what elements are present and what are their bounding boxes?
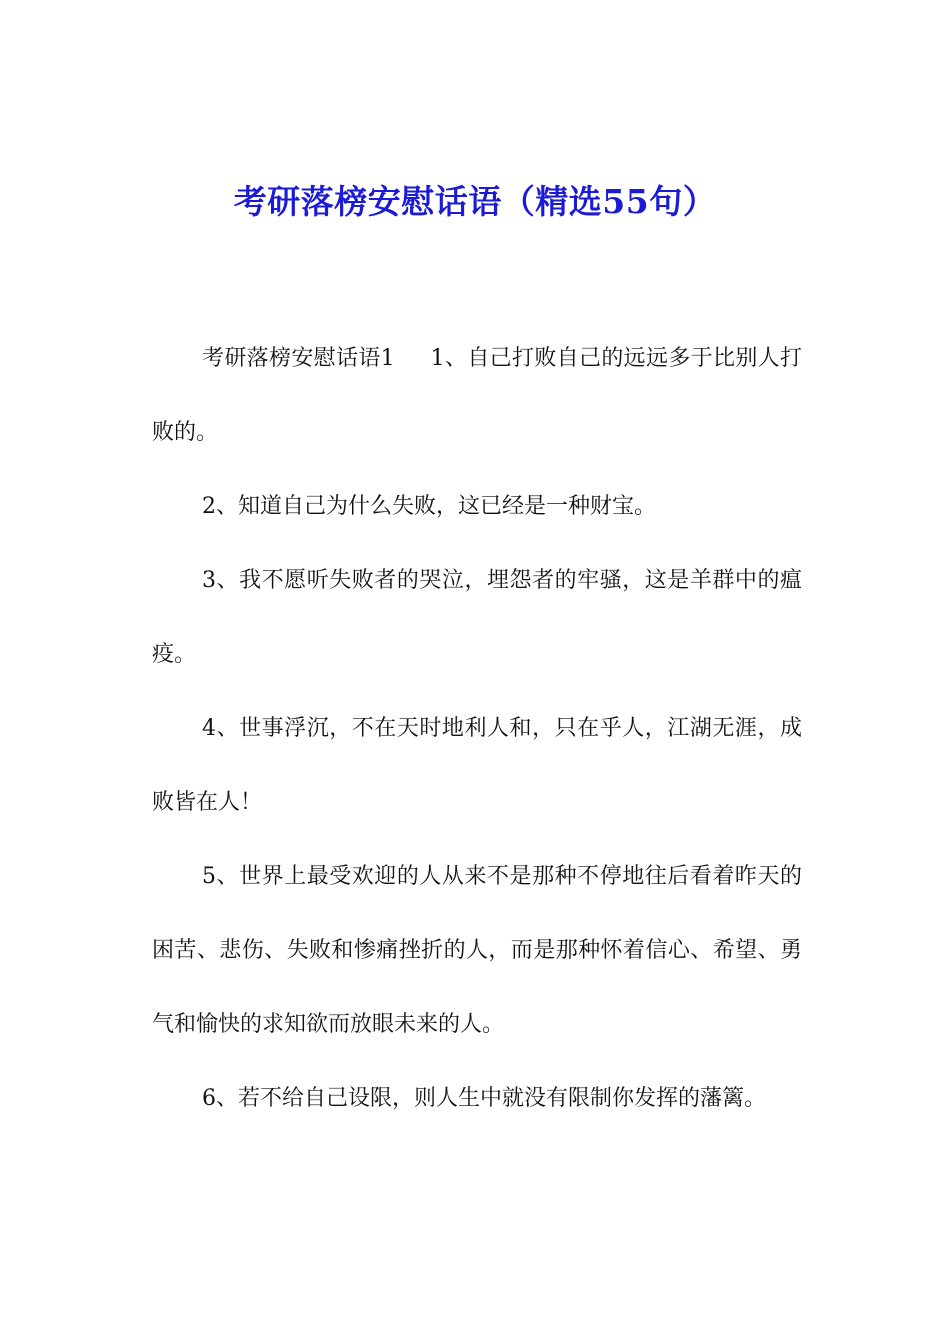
document-title: 考研落榜安慰话语（精选55句） xyxy=(233,182,717,221)
paragraph-6: 6、若不给自己设限，则人生中就没有限制你发挥的藩篱。 xyxy=(202,1086,766,1111)
paragraph-5: 5、世界上最受欢迎的人从来不是那种不停地往后看着昨天的困苦、悲伤、失败和惨痛挫折的人，而是那种怀着信心、希望、勇气和愉快的求知欲而放眼未来的人。 xyxy=(152,864,802,1037)
paragraph-4: 4、世事浮沉，不在天时地利人和，只在乎人，江湖无涯，成败皆在人！ xyxy=(152,716,802,815)
section-heading: 考研落榜安慰话语1 xyxy=(202,346,395,371)
paragraph-1-text: 1、自己打败自己的远远多于比别人打败的。 xyxy=(152,346,803,445)
paragraph-1 xyxy=(152,322,802,470)
document-body xyxy=(152,322,802,1136)
paragraph-3: 3、我不愿听失败者的哭泣，埋怨者的牢骚，这是羊群中的瘟疫。 xyxy=(152,568,802,667)
paragraph-2: 2、知道自己为什么失败，这已经是一种财宝。 xyxy=(202,494,656,519)
